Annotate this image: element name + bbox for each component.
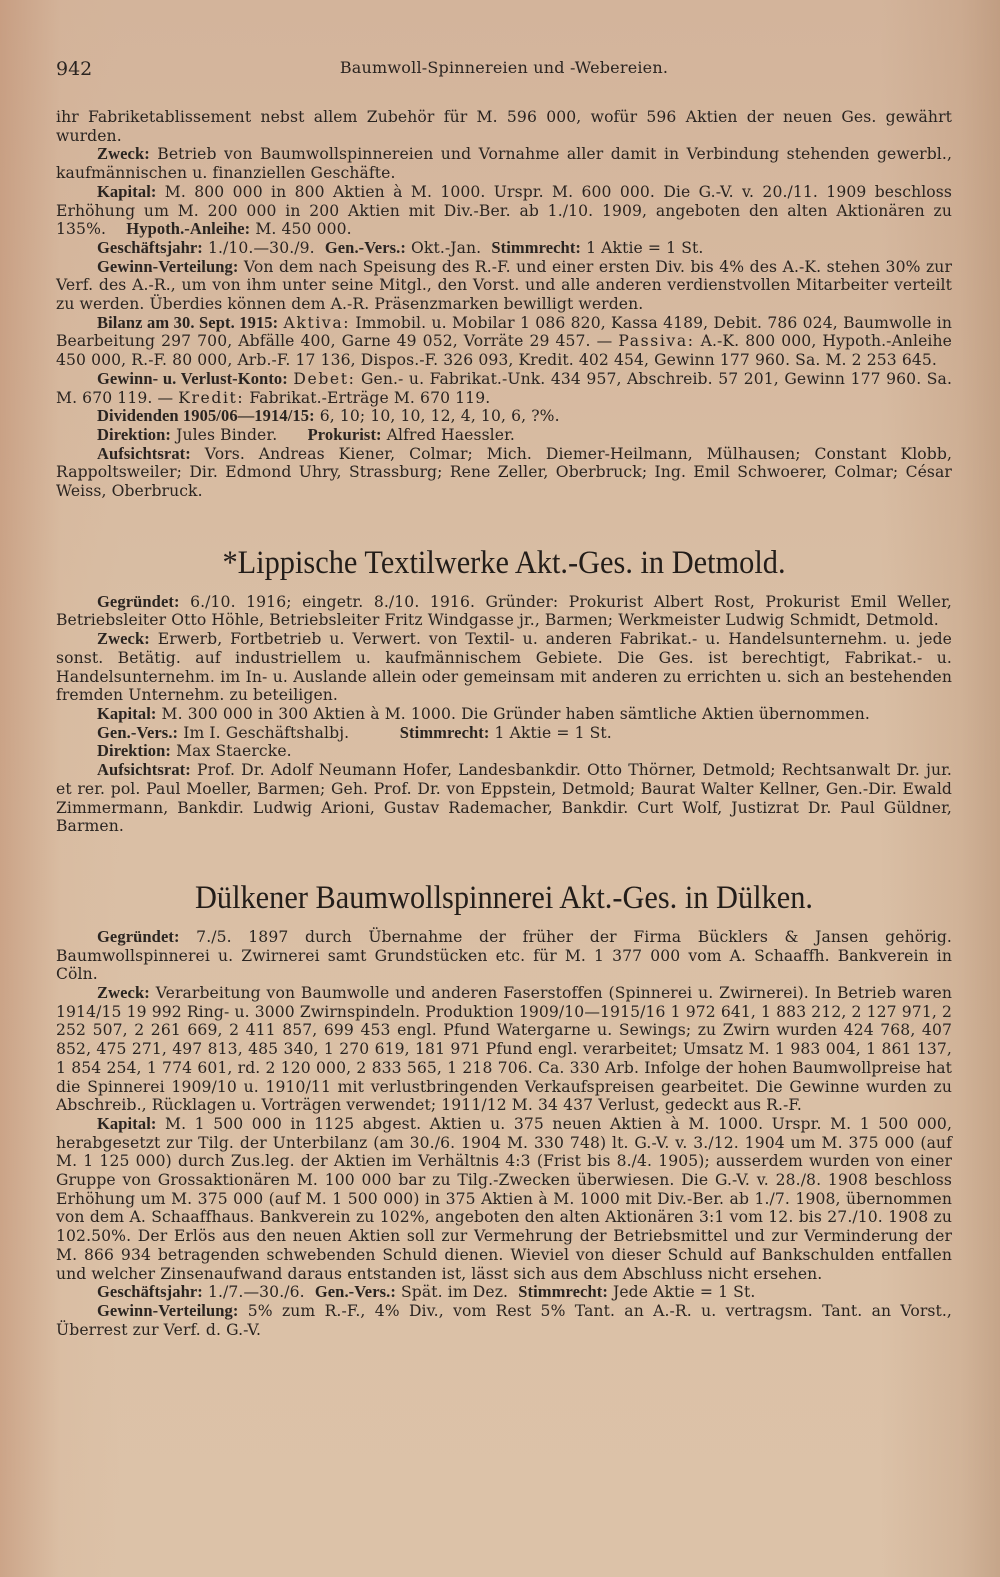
- company-title: Dülkener Baumwollspinnerei Akt.-Ges. in Dülken.: [194, 879, 814, 916]
- label-gen-vers: Gen.-Vers.:: [97, 722, 179, 742]
- label-gegruendet: Gegründet:: [97, 926, 180, 946]
- label-kapital: Kapital:: [97, 1113, 157, 1133]
- label-stimmrecht: Stimmrecht:: [399, 722, 490, 742]
- label-bilanz: Bilanz am 30. Sept. 1915:: [97, 312, 279, 332]
- paragraph-gegruendet: Gegründet: 6./10. 1916; eingetr. 8./10. 1916. Gründer: Prokurist Albert Rost, Prokurist Emil Weller, Betriebsleiter Otto Höhle, Betriebsleiter Fritz Windgasse jr., Barmen; Werkmeister Ludwig Schmidt, Detmold.: [56, 591, 952, 630]
- entry-duelkener-baumwollspinnerei: [56, 880, 952, 1339]
- label-aufsichtsrat: Aufsichtsrat:: [97, 443, 191, 463]
- label-kapital: Kapital:: [97, 703, 157, 723]
- label-gen-vers: Gen.-Vers.:: [314, 1282, 396, 1302]
- label-geschaeftsjahr: Geschäftsjahr:: [97, 1282, 203, 1302]
- paragraph-bilanz: Bilanz am 30. Sept. 1915: Aktiva: Immobil. u. Mobilar 1 086 820, Kassa 4189, Debit. 786 024, Baumwolle in Bearbeitung 297 700, Abfälle 400, Garne 49 052, Vorräte 29 457. — Passiva: A.-K. 800 000, Hypoth.-Anleihe 450 000, R.-F. 80 000, Arb.-F. 17 136, Dispos.-F. 326 093, Kredit. 402 454, Gewinn 177 960. Sa. M. 2 253 645.: [56, 312, 953, 370]
- label-debet: Debet:: [293, 369, 356, 388]
- label-zweck: Zweck:: [97, 144, 150, 164]
- label-zweck: Zweck:: [97, 983, 150, 1003]
- running-head: [56, 50, 952, 90]
- running-title: Baumwoll-Spinnereien und -Webereien.: [339, 58, 669, 77]
- continued-entry: [56, 108, 952, 501]
- label-gen-vers: Gen.-Vers.:: [324, 237, 406, 257]
- label-aufsichtsrat: Aufsichtsrat:: [97, 760, 191, 780]
- label-gegruendet: Gegründet:: [97, 591, 180, 611]
- paragraph-geschaeftsjahr: Geschäftsjahr: 1./10.—30./9. Gen.-Vers.: Okt.-Jan. Stimmrecht: 1 Aktie = 1 St.: [97, 237, 704, 257]
- label-gewinn-verlust-konto: Gewinn- u. Verlust-Konto:: [97, 368, 288, 388]
- label-kapital: Kapital:: [97, 181, 157, 201]
- page-number: 942: [56, 58, 93, 80]
- label-stimmrecht: Stimmrecht:: [518, 1282, 608, 1302]
- paragraph-gewinn-verteilung: Gewinn-Verteilung: Von dem nach Speisung des R.-F. und einer ersten Div. bis 4% des A.-K. stehen 30% zur Verf. des A.-R., um von ihm unter seine Mitgl., den Vorst. und alle anderen verdienstvollen Mitarbeiter verteilt zu werden. Überdies können dem A.-R. Präsenzmarken bewilligt werden.: [56, 256, 952, 314]
- label-stimmrecht: Stimmrecht:: [491, 237, 582, 257]
- paragraph-dividenden: Dividenden 1905/06—1914/15: 6, 10; 10, 10, 12, 4, 10, 6, ?%.: [97, 406, 560, 426]
- label-aktiva: Aktiva:: [283, 313, 351, 332]
- label-gewinn-verteilung: Gewinn-Verteilung:: [97, 256, 239, 276]
- label-geschaeftsjahr: Geschäftsjahr:: [97, 237, 203, 257]
- label-dividenden: Dividenden 1905/06—1914/15:: [97, 406, 315, 426]
- document-page: [56, 50, 952, 1339]
- paragraph-aufsichtsrat: Aufsichtsrat: Prof. Dr. Adolf Neumann Hofer, Landesbankdir. Otto Thörner, Detmold; Rechtsanwalt Dr. jur. et rer. pol. Paul Moeller, Barmen; Geh. Prof. Dr. von Eppstein, Detmold; Baurat Walter Kellner, Gen.-Dir. Ewald Zimmermann, Bankdir. Ludwig Arioni, Gustav Rademacher, Bankdir. Curt Wolf, Justizrat Dr. Paul Güldner, Barmen.: [56, 760, 952, 836]
- paragraph-gen-vers: Gen.-Vers.: Im I. Geschäftshalbj. Stimmrecht: 1 Aktie = 1 St.: [97, 722, 612, 742]
- label-gewinn-verteilung: Gewinn-Verteilung:: [97, 1300, 239, 1320]
- label-prokurist: Prokurist:: [307, 424, 382, 444]
- paragraph-direktion: Direktion: Max Staercke.: [97, 741, 292, 761]
- paragraph-zweck: Zweck: Betrieb von Baumwollspinnereien und Vornahme aller damit in Verbindung stehenden gewerbl., kaufmännischen u. finanziellen Geschäfte.: [56, 144, 952, 183]
- paragraph-kapital: Kapital: M. 800 000 in 800 Aktien à M. 1000. Urspr. M. 600 000. Die G.-V. v. 20./11. 1909 beschloss Erhöhung um M. 200 000 in 200 Aktien mit Div.-Ber. ab 1./10. 1909, angeboten den alten Aktionären zu 135%. Hypoth.-Anleihe: M. 450 000.: [56, 181, 952, 239]
- paragraph-kapital: Kapital: M. 1 500 000 in 1125 abgest. Aktien u. 375 neuen Aktien à M. 1000. Urspr. M. 1 500 000, herabgesetzt zur Tilg. der Unterbilanz (am 30./6. 1904 M. 330 748) lt. G.-V. v. 3./12. 1904 um M. 375 000 (auf M. 1 125 000) durch Zus.leg. der Aktien im Verhältnis 4:3 (Frist bis 8./4. 1905); ausserdem wurden von einer Gruppe von Grossaktionären M. 100 000 bar zu Tilg.-Zwecken überwiesen. Die G.-V. v. 28./8. 1908 beschloss Erhöhung um M. 375 000 (auf M. 1 500 000) in 375 Aktien à M. 1000 mit Div.-Ber. ab 1./7. 1908, übernommen von dem A. Schaaffhaus. Bankverein zu 102%, angeboten den alten Aktionären 3:1 vom 12. bis 27./10. 1908 zu 102.50%. Der Erlös aus den neuen Aktien soll zur Vermehrung der Betriebsmittel und zur Verminderung der M. 866 934 betragenden schwebenden Schuld dienen. Wieviel von dieser Schuld auf Bankschulden entfallen und welcher Zinsenaufwand daraus entstanden ist, lässt sich aus dem Abschluss nicht ersehen.: [56, 1113, 952, 1283]
- paragraph-geschaeftsjahr: Geschäftsjahr: 1./7.—30./6. Gen.-Vers.: Spät. im Dez. Stimmrecht: Jede Aktie = 1 St.: [97, 1282, 756, 1302]
- paragraph-gegruendet: Gegründet: 7./5. 1897 durch Übernahme der früher der Firma Bücklers & Jansen gehörig. Baumwollspinnerei u. Zwirnerei samt Grundstücken etc. für M. 1 377 000 vom A. Schaaffh. Bankverein in Cöln.: [56, 926, 952, 984]
- paragraph-aufsichtsrat: Aufsichtsrat: Vors. Andreas Kiener, Colmar; Mich. Diemer-Heilmann, Mülhausen; Constant Klobb, Rappoltsweiler; Dir. Edmond Uhry, Strassburg; Rene Zeller, Oberbruck; Ing. Emil Schwoerer, Colmar; César Weiss, Oberbruck.: [56, 443, 952, 501]
- paragraph-direktion: Direktion: Jules Binder. Prokurist: Alfred Haessler.: [97, 424, 515, 444]
- paragraph-gewinn-verlust-konto: Gewinn- u. Verlust-Konto: Debet: Gen.- u. Fabrikat.-Unk. 434 957, Abschreib. 57 201, Gewinn 177 960. Sa. M. 670 119. — Kredit: Fabrikat.-Erträge M. 670 119.: [56, 368, 953, 407]
- paragraph-kapital: Kapital: M. 300 000 in 300 Aktien à M. 1000. Die Gründer haben sämtliche Aktien übernommen.: [97, 703, 870, 723]
- paragraph-gewinn-verteilung: Gewinn-Verteilung: 5% zum R.-F., 4% Div., vom Rest 5% Tant. an A.-R. u. vertragsm. Tant. an Vorst., Überrest zur Verf. d. G.-V.: [56, 1300, 952, 1339]
- company-title: *Lippische Textilwerke Akt.-Ges. in Detmold.: [222, 544, 786, 581]
- entry-lippische-textilwerke: [56, 545, 952, 836]
- label-direktion: Direktion:: [97, 424, 172, 444]
- label-zweck: Zweck:: [97, 629, 150, 649]
- paragraph-zweck: Zweck: Erwerb, Fortbetrieb u. Verwert. von Textil- u. anderen Fabrikat.- u. Handelsunternehm. u. jede sonst. Betätig. auf industriellem u. kaufmännischem Gebiete. Die Ges. ist berechtigt, Fabrikat.- u. Handelsunternehm. im In- u. Auslande allein oder gemeinsam mit anderen zu errichten u. sich an bestehenden fremden Unternehm. zu beteiligen.: [56, 629, 952, 705]
- label-kredit: Kredit:: [178, 388, 245, 407]
- paragraph-continuation: ihr Fabriketablissement nebst allem Zubehör für M. 596 000, wofür 596 Aktien der neuen Ges. gewährt wurden.: [56, 108, 952, 145]
- label-direktion: Direktion:: [97, 741, 172, 761]
- paragraph-zweck: Zweck: Verarbeitung von Baumwolle und anderen Faserstoffen (Spinnerei u. Zwirnerei). In Betrieb waren 1914/15 19 992 Ring- u. 3000 Zwirnspindeln. Produktion 1909/10—1915/16 1 972 641, 1 883 212, 2 127 971, 2 252 507, 2 261 669, 2 411 857, 699 453 engl. Pfund Watergarne u. Sewings; zu Zwirn wurden 424 768, 407 852, 475 271, 497 813, 485 340, 1 270 619, 181 971 Pfund engl. verarbeitet; Umsatz M. 1 983 004, 1 861 137, 1 854 254, 1 774 601, rd. 2 120 000, 2 833 565, 1 218 706. Ca. 330 Arb. Infolge der hohen Baumwollpreise hat die Spinnerei 1909/10 u. 1910/11 mit verlustbringenden Verkaufspreisen gearbeitet. Die Gewinne wurden zu Abschreib., Rücklagen u. Vorträgen verwendet; 1911/12 M. 34 437 Verlust, gedeckt aus R.-F.: [56, 983, 952, 1115]
- label-passiva: Passiva:: [618, 332, 695, 351]
- label-hypoth-anleihe: Hypoth.-Anleihe:: [126, 219, 251, 239]
